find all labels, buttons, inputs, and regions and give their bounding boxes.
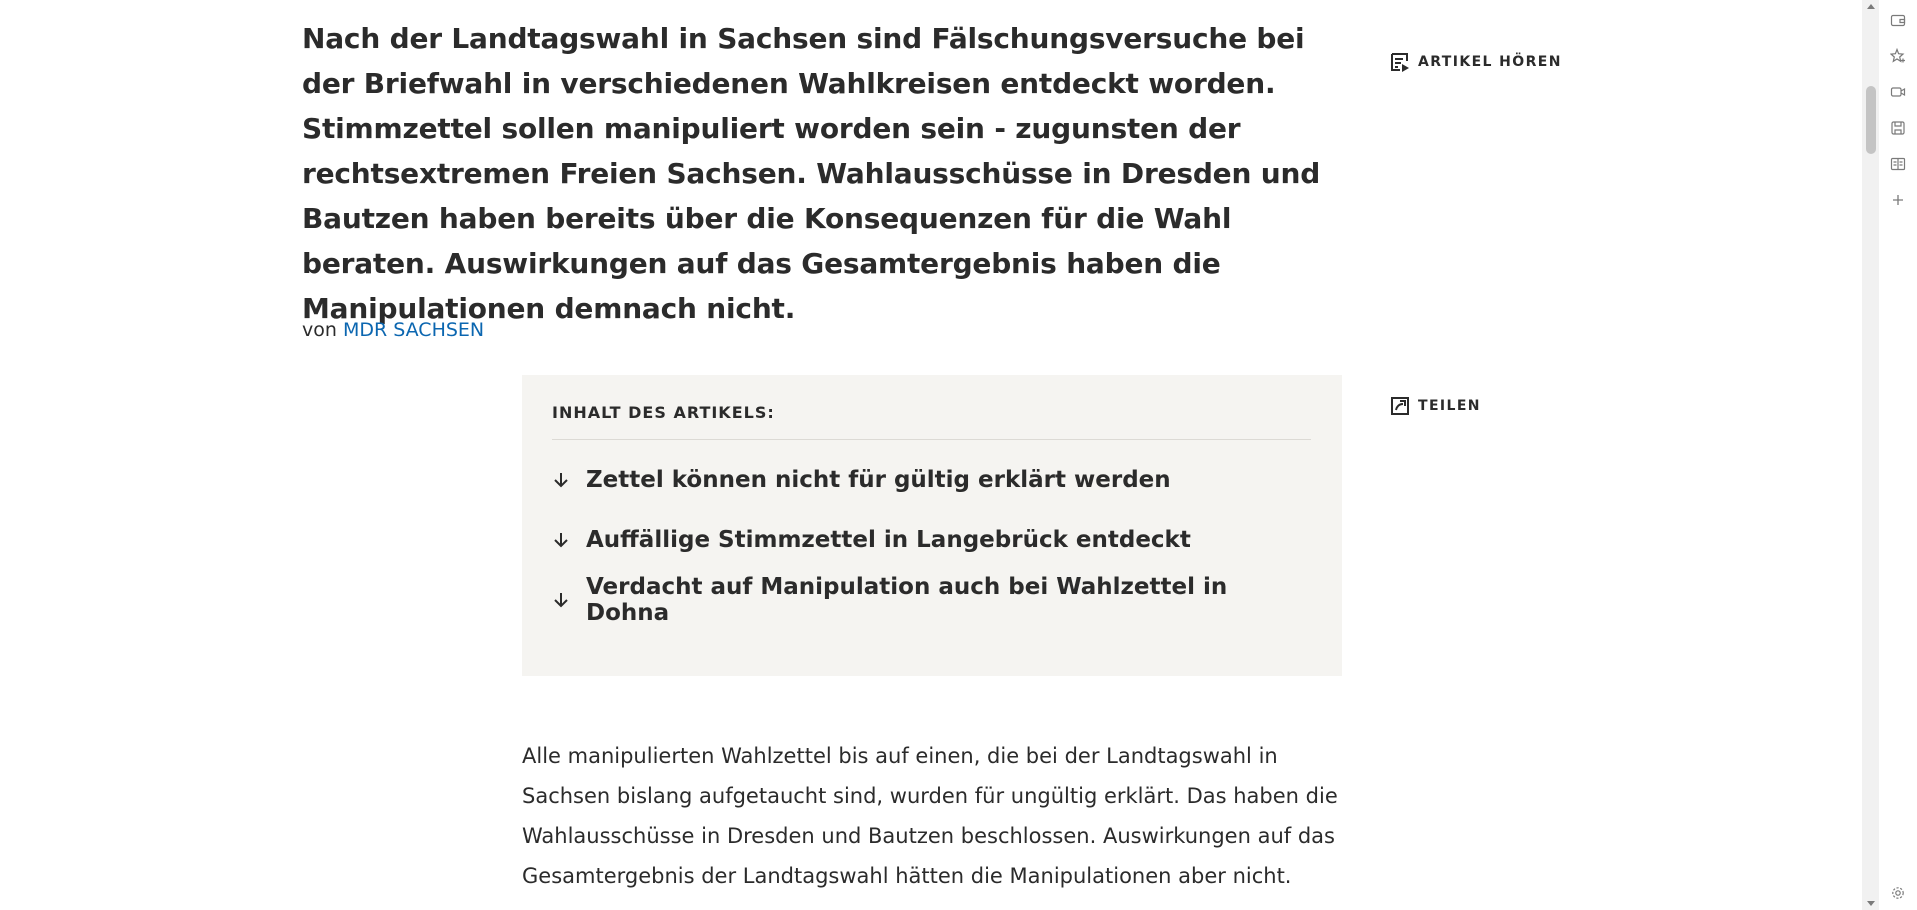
- share-icon: [1390, 396, 1410, 416]
- listen-list-icon: [1390, 52, 1410, 72]
- byline: [302, 316, 484, 344]
- arrow-down-icon: [552, 531, 570, 549]
- add-icon[interactable]: [1890, 192, 1906, 208]
- toc-item[interactable]: [552, 462, 1311, 498]
- listen-article-button[interactable]: [1390, 52, 1562, 72]
- toc-item-label: Auffällige Stimmzettel in Langebrück entdeckt: [586, 527, 1191, 553]
- wallet-icon[interactable]: [1890, 12, 1906, 28]
- scroll-down-arrow[interactable]: [1867, 901, 1875, 906]
- arrow-down-icon: [552, 591, 570, 609]
- toc-item[interactable]: [552, 522, 1311, 558]
- toc-item[interactable]: [552, 574, 1311, 626]
- byline-prefix: von: [302, 319, 337, 341]
- toc-item-label: Verdacht auf Manipulation auch bei Wahlzettel in Dohna: [586, 574, 1228, 626]
- toc-title: INHALT DES ARTIKELS:: [552, 403, 1311, 440]
- toc-item-label: Zettel können nicht für gültig erklärt werden: [586, 467, 1171, 493]
- share-label: TEILEN: [1418, 398, 1481, 414]
- page-scrollbar[interactable]: [1862, 0, 1879, 910]
- share-button[interactable]: [1390, 396, 1481, 416]
- reader-icon[interactable]: [1890, 156, 1906, 172]
- scroll-up-arrow[interactable]: [1867, 4, 1875, 9]
- sparkle-star-icon[interactable]: [1890, 48, 1906, 64]
- arrow-down-icon: [552, 471, 570, 489]
- bookmark-save-icon[interactable]: [1890, 120, 1906, 136]
- settings-gear-icon[interactable]: [1890, 885, 1906, 901]
- author-link[interactable]: MDR SACHSEN: [342, 319, 485, 341]
- table-of-contents: [522, 375, 1342, 676]
- video-icon[interactable]: [1890, 84, 1906, 100]
- scrollbar-thumb[interactable]: [1866, 86, 1876, 154]
- article-lead: Nach der Landtagswahl in Sachsen sind Fälschungsversuche bei der Briefwahl in verschiedenen Wahlkreisen entdeckt worden. Stimmzettel sollen manipuliert worden sein - zugunsten der rechtsextremen Freien Sachsen. Wahlausschüsse in Dresden und Bautzen haben bereits über die Konsequenzen für die Wahl beraten. Auswirkungen auf das Gesamtergebnis haben die Manipulationen demnach nicht.: [302, 22, 1321, 325]
- browser-sidebar: [1879, 0, 1917, 910]
- listen-label: ARTIKEL HÖREN: [1418, 54, 1562, 70]
- article-body-paragraph: Alle manipulierten Wahlzettel bis auf einen, die bei der Landtagswahl in Sachsen bislang aufgetaucht sind, wurden für ungültig erklärt. Das haben die Wahlausschüsse in Dresden und Bautzen beschlossen. Auswirkungen auf das Gesamtergebnis der Landtagswahl hätten die Manipulationen aber nicht.: [522, 744, 1338, 888]
- toc-list: [552, 462, 1311, 626]
